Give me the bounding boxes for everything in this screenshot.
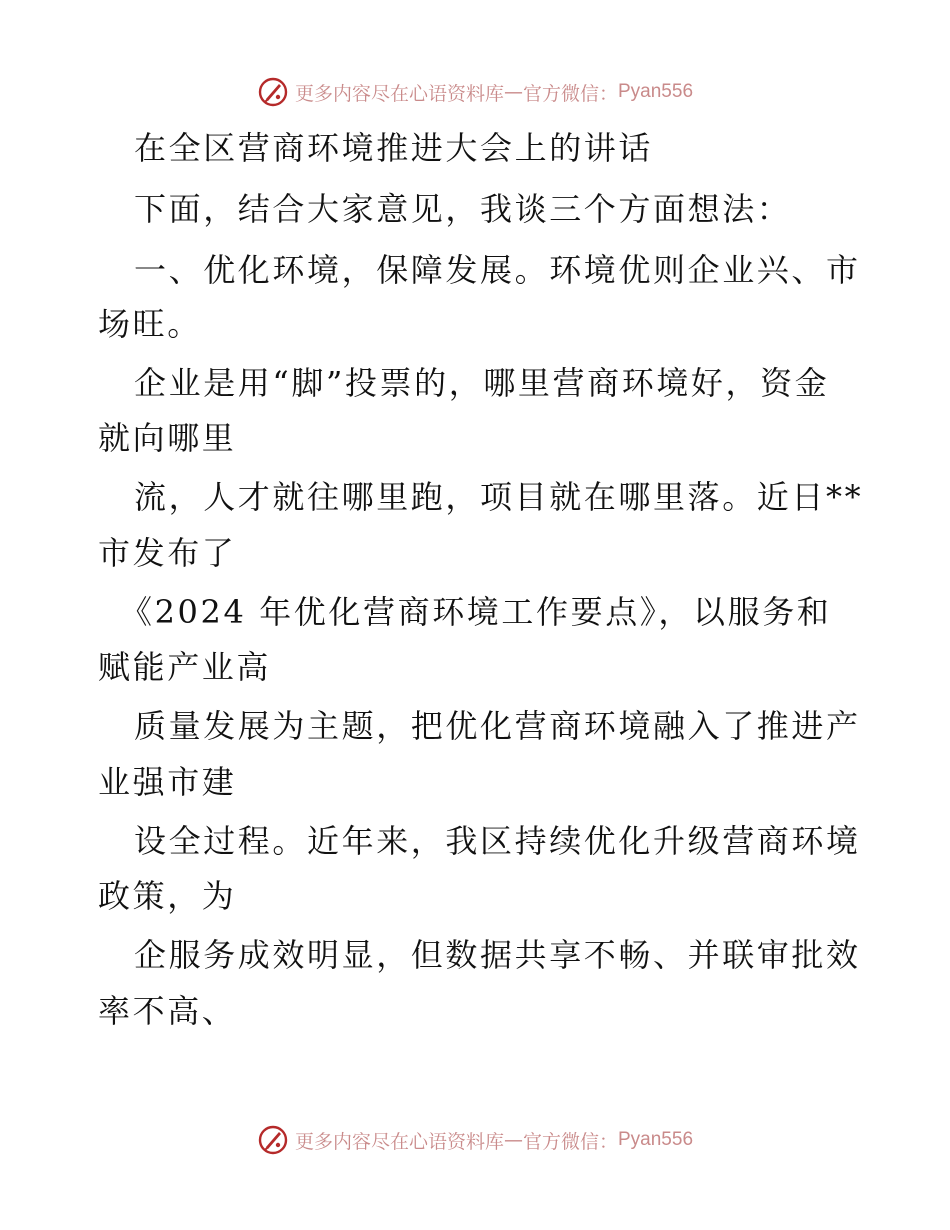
text-line: 一、优化环境，保障发展。环境优则企业兴、市: [134, 251, 861, 289]
text-line: 政策，为: [98, 877, 237, 915]
text-line: 流，人才就往哪里跑，项目就在哪里落。近日**: [134, 478, 864, 516]
text-line: 率不高、: [98, 992, 237, 1030]
watermark-separator: —: [503, 1129, 523, 1151]
watermark-wechat-label: 官方微信：: [522, 82, 618, 105]
watermark-separator: —: [503, 81, 523, 103]
text-line: 企服务成效明显，但数据共享不畅、并联审批效: [134, 936, 861, 974]
watermark-wechat-account: Pyan556: [618, 1129, 694, 1150]
watermark-wechat-label: 官方微信：: [522, 1130, 618, 1153]
text-line: 赋能产业高: [98, 648, 272, 686]
document-title: 在全区营商环境推进大会上的讲话: [134, 129, 654, 167]
watermark-site-text: 更多内容尽在心语资料库: [294, 82, 504, 105]
text-line: 业强市建: [98, 763, 237, 801]
quill-circle-icon: [257, 76, 289, 108]
watermark-site-text: 更多内容尽在心语资料库: [294, 1130, 504, 1153]
text-line: 市发布了: [98, 534, 237, 572]
quill-circle-icon: [257, 1124, 289, 1156]
text-line: 《2024 年优化营商环境工作要点》，以服务和: [120, 593, 832, 631]
text-line: 设全过程。近年来，我区持续优化升级营商环境: [134, 822, 861, 860]
text-line: 企业是用“脚”投票的，哪里营商环境好，资金: [134, 364, 830, 402]
text-line: 场旺。: [98, 305, 202, 343]
footer-watermark: [0, 1120, 950, 1160]
text-line: 就向哪里: [98, 419, 237, 457]
text-line: 下面，结合大家意见，我谈三个方面想法：: [134, 190, 792, 228]
header-watermark: [0, 72, 950, 112]
watermark-wechat-account: Pyan556: [618, 81, 694, 102]
text-line: 质量发展为主题，把优化营商环境融入了推进产: [134, 707, 861, 745]
